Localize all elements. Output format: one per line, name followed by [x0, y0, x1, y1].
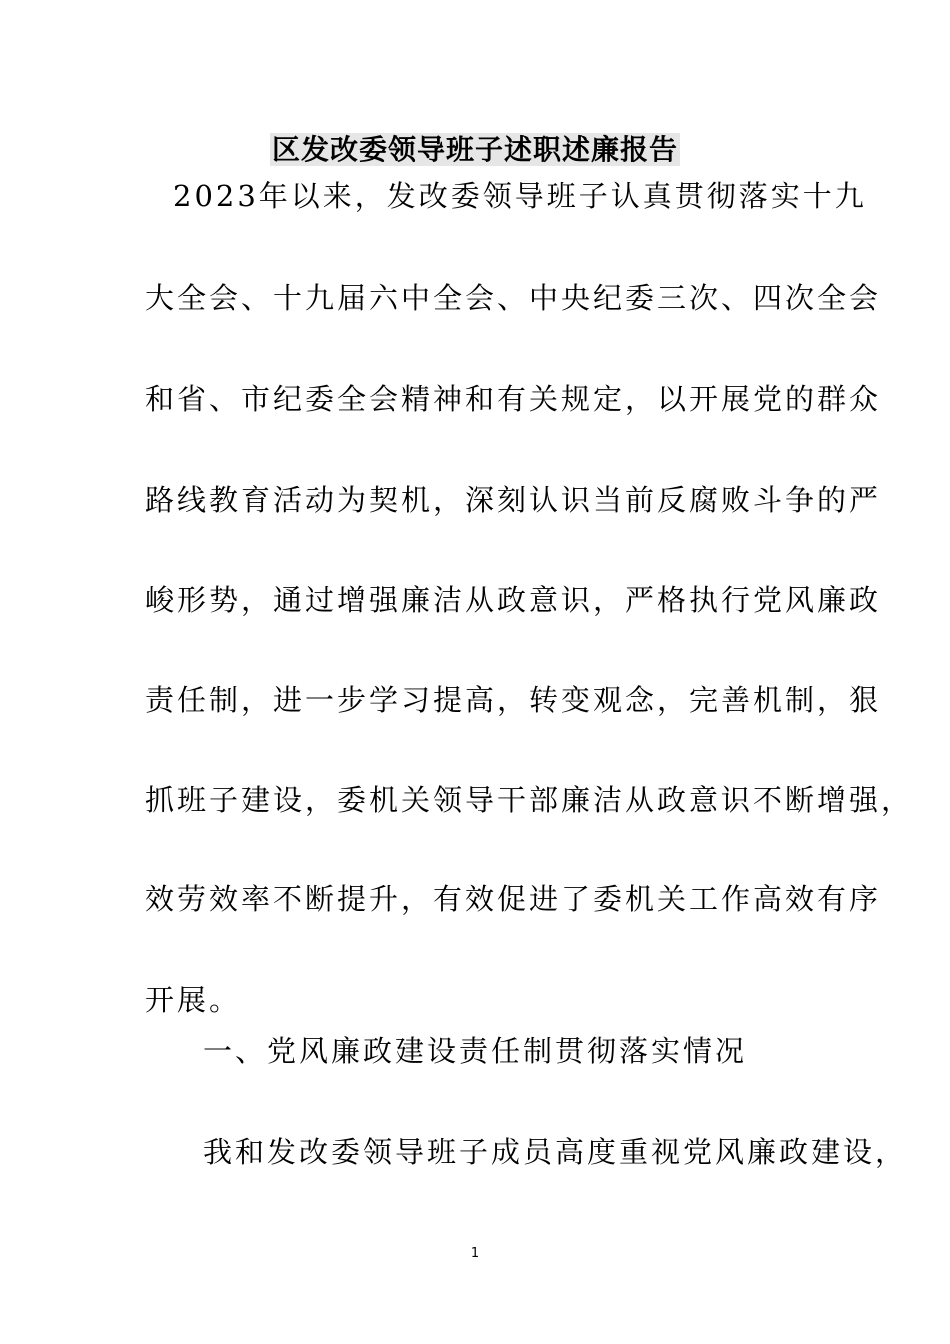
paragraph-line: 峻形势，通过增强廉洁从政意识，严格执行党风廉政 — [145, 583, 882, 617]
paragraph-line: 大全会、十九届六中全会、中央纪委三次、四次全会 — [145, 281, 882, 315]
document-title — [0, 131, 950, 169]
paragraph-line: 效劳效率不断提升，有效促进了委机关工作高效有序 — [145, 882, 882, 916]
paragraph-line: 2023年以来，发改委领导班子认真贯彻落实十九 — [173, 179, 867, 213]
paragraph-line: 开展。 — [145, 983, 242, 1017]
paragraph-line: 我和发改委领导班子成员高度重视党风廉政建设， — [203, 1135, 908, 1169]
section-heading: 一、党风廉政建设责任制贯彻落实情况 — [203, 1034, 748, 1068]
document-title-text: 区发改委领导班子述职述廉报告 — [271, 133, 678, 166]
page-number: 1 — [470, 1246, 480, 1261]
paragraph-line: 责任制，进一步学习提高，转变观念，完善机制，狠 — [145, 683, 882, 717]
paragraph-line: 和省、市纪委全会精神和有关规定，以开展党的群众 — [145, 382, 882, 416]
paragraph-line: 抓班子建设，委机关领导干部廉洁从政意识不断增强， — [145, 783, 914, 817]
paragraph-line: 路线教育活动为契机，深刻认识当前反腐败斗争的严 — [145, 483, 882, 517]
